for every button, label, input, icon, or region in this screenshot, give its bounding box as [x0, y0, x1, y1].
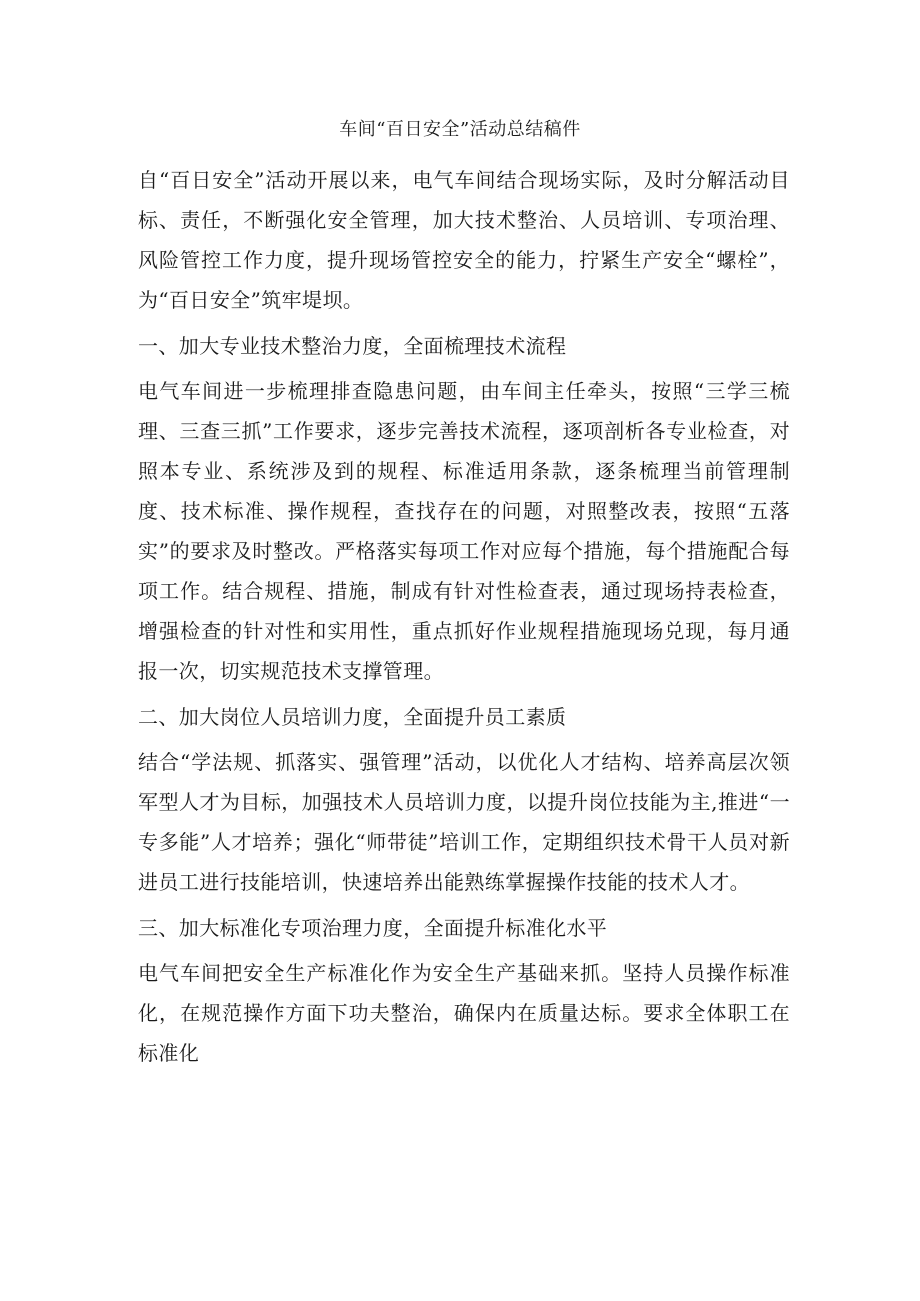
section-2-paragraph: 结合“学法规、抓落实、强管理”活动，以优化人才结构、培养高层次领军型人才为目标，加强技术人员培训力度，以提升岗位技能为主,推进“一专多能”人才培养；强化“师带徒”培训工作，定期组织技术骨干人员对新进员工进行技能培训，快速培养出能熟练掌握操作技能的技术人才。: [138, 750, 790, 894]
section-1-heading: 一、加大专业技术整治力度，全面梳理技术流程: [138, 334, 567, 358]
section-2-heading: 二、加大岗位人员培训力度，全面提升员工素质: [138, 705, 567, 729]
document-title: 车间“百日安全”活动总结稿件: [339, 119, 581, 140]
section-3-heading: 三、加大标准化专项治理力度，全面提升标准化水平: [138, 916, 608, 940]
document-body: [138, 160, 790, 1073]
intro-paragraph: 自“百日安全”活动开展以来，电气车间结合现场实际，及时分解活动目标、责任，不断强化安全管理，加大技术整治、人员培训、专项治理、风险管控工作力度，提升现场管控安全的能力，拧紧生产安全“螺栓”，为“百日安全”筑牢堤坝。: [138, 168, 790, 312]
section-1-paragraph: 电气车间进一步梳理排查隐患问题，由车间主任牵头，按照“三学三梳理、三查三抓”工作要求，逐步完善技术流程，逐项剖析各专业检查，对照本专业、系统涉及到的规程、标准适用条款，逐条梳理当前管理制度、技术标准、操作规程，查找存在的问题，对照整改表，按照“五落实”的要求及时整改。严格落实每项工作对应每个措施，每个措施配合每项工作。结合规程、措施，制成有针对性检查表，通过现场持表检查，增强检查的针对性和实用性，重点抓好作业规程措施现场兑现，每月通报一次，切实规范技术支撑管理。: [138, 379, 790, 683]
section-3-paragraph: 电气车间把安全生产标准化作为安全生产基础来抓。坚持人员操作标准化，在规范操作方面下功夫整治，确保内在质量达标。要求全体职工在标准化: [138, 961, 790, 1065]
